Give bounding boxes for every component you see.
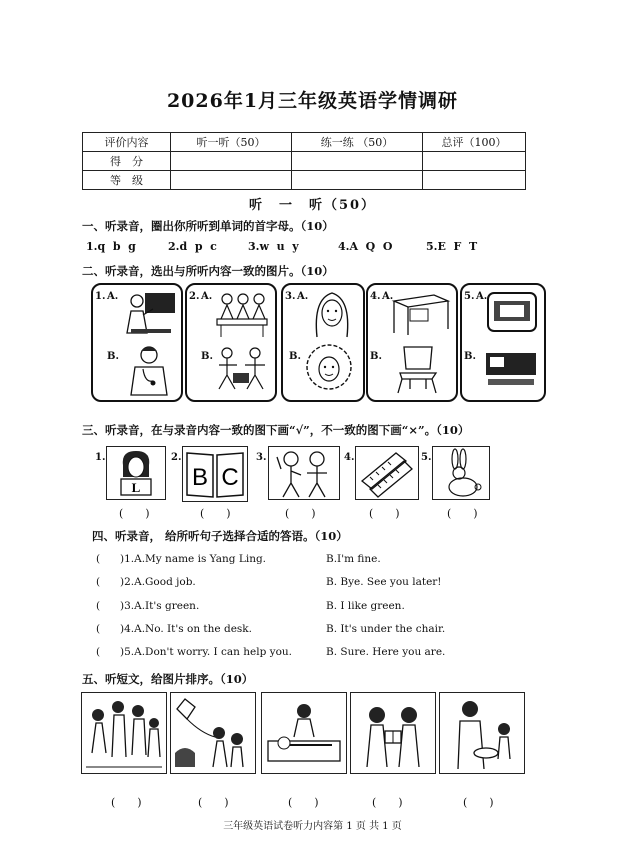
table-row bbox=[83, 152, 526, 171]
table-header: 听一听（50） bbox=[171, 133, 292, 152]
section3-picture-1 bbox=[106, 446, 166, 500]
score-table bbox=[82, 132, 526, 190]
kite-flying-icon bbox=[171, 693, 255, 773]
section3-picture-4 bbox=[355, 446, 419, 500]
section1-title: 一、听录音，圈出你所听到单词的首字母。（10） bbox=[82, 219, 334, 233]
option-b[interactable]: B. Bye. See you later! bbox=[326, 576, 442, 588]
section4-row bbox=[96, 553, 381, 565]
option-a[interactable]: )2.A.Good job. bbox=[120, 576, 196, 588]
question-number: 2. bbox=[189, 291, 200, 302]
option-a-label: A. bbox=[297, 291, 309, 302]
section2-option-box-1[interactable] bbox=[91, 283, 183, 402]
table-cell[interactable] bbox=[292, 152, 423, 171]
answer-paren-open[interactable]: ( bbox=[96, 600, 101, 612]
question-number: 4. bbox=[344, 452, 355, 463]
table-header: 总评（100） bbox=[423, 133, 526, 152]
answer-paren[interactable]: ( ) bbox=[111, 796, 142, 809]
section2-title: 二、听录音，选出与所听内容一致的图片。（10） bbox=[82, 264, 334, 278]
option-a-label: A. bbox=[382, 291, 394, 302]
section1-item[interactable]: 4.A Q O bbox=[338, 240, 393, 253]
section5-title: 五、听短文，给图片排序。（10） bbox=[82, 672, 254, 686]
sick-in-bed-icon bbox=[262, 693, 346, 773]
answer-paren[interactable]: ( ) bbox=[372, 796, 403, 809]
table-cell[interactable] bbox=[171, 171, 292, 190]
section4-row bbox=[96, 623, 446, 635]
section3-picture-2 bbox=[182, 446, 248, 502]
table-cell: 得 分 bbox=[83, 152, 171, 171]
table-cell[interactable] bbox=[171, 152, 292, 171]
answer-paren-open[interactable]: ( bbox=[96, 576, 101, 588]
section5-picture-5 bbox=[439, 692, 525, 774]
classroom-kids-icon bbox=[213, 289, 271, 339]
option-b-label: B. bbox=[464, 351, 476, 362]
badge-letter: L bbox=[131, 480, 141, 495]
rulers-icon bbox=[356, 447, 418, 499]
window-icon bbox=[484, 289, 540, 335]
rabbit-icon bbox=[433, 447, 489, 499]
option-b-label: B. bbox=[107, 351, 119, 362]
section4-title: 四、听录音， 给所听句子选择合适的答语。（10） bbox=[92, 529, 348, 543]
section3-title: 三、听录音，在与录音内容一致的图下画“√”，不一致的图下画“×”。（10） bbox=[82, 423, 470, 437]
table-cell[interactable] bbox=[423, 171, 526, 190]
table-header-row bbox=[83, 133, 526, 152]
option-b-label: B. bbox=[201, 351, 213, 362]
option-b-label: B. bbox=[289, 351, 301, 362]
table-row bbox=[83, 171, 526, 190]
doctor-icon bbox=[123, 343, 175, 397]
section2-option-box-3[interactable] bbox=[281, 283, 365, 402]
answer-paren[interactable]: ( ) bbox=[447, 507, 478, 520]
answer-paren-open[interactable]: ( bbox=[96, 553, 101, 565]
question-number: 5. bbox=[464, 291, 475, 302]
question-number: 1. bbox=[95, 291, 106, 302]
answer-paren-open[interactable]: ( bbox=[96, 623, 101, 635]
cooking-icon bbox=[440, 693, 524, 773]
section2-option-box-5[interactable] bbox=[460, 283, 546, 402]
option-a[interactable]: )1.A.My name is Yang Ling. bbox=[120, 553, 267, 565]
section5-picture-3 bbox=[261, 692, 347, 774]
option-a-label: A. bbox=[476, 291, 488, 302]
section2-option-box-4[interactable] bbox=[366, 283, 458, 402]
section4-row bbox=[96, 576, 442, 588]
question-number: 4. bbox=[370, 291, 381, 302]
teacher-at-board-icon bbox=[123, 289, 177, 339]
card-letter: C bbox=[221, 464, 239, 491]
section5-picture-4 bbox=[350, 692, 436, 774]
option-a[interactable]: )5.A.Don't worry. I can help you. bbox=[120, 646, 293, 658]
answer-paren[interactable]: ( ) bbox=[369, 507, 400, 520]
blackboard-icon bbox=[482, 343, 540, 393]
giving-gift-icon bbox=[351, 693, 435, 773]
kids-playing-icon bbox=[213, 343, 271, 395]
option-b-label: B. bbox=[370, 351, 382, 362]
question-number: 5. bbox=[421, 452, 432, 463]
answer-paren[interactable]: ( ) bbox=[198, 796, 229, 809]
answer-paren-open[interactable]: ( bbox=[96, 646, 101, 658]
answer-paren[interactable]: ( ) bbox=[285, 507, 316, 520]
table-cell: 等 级 bbox=[83, 171, 171, 190]
straight-hair-girl-icon bbox=[307, 289, 357, 339]
section1-item[interactable]: 3.w u y bbox=[248, 240, 299, 253]
question-number: 3. bbox=[285, 291, 296, 302]
option-a-label: A. bbox=[201, 291, 213, 302]
card-letter: B bbox=[191, 464, 209, 491]
desk-icon bbox=[390, 291, 452, 337]
table-header: 练一练 （50） bbox=[292, 133, 423, 152]
option-a[interactable]: )3.A.It's green. bbox=[120, 600, 200, 612]
section4-row bbox=[96, 600, 405, 612]
option-b[interactable]: B. It's under the chair. bbox=[326, 623, 446, 635]
option-b[interactable]: B. I like green. bbox=[326, 600, 405, 612]
family-group-icon bbox=[82, 693, 166, 773]
answer-paren[interactable]: ( ) bbox=[119, 507, 150, 520]
letter-book-icon bbox=[183, 447, 247, 501]
girl-with-letter-card-icon bbox=[107, 447, 165, 499]
section1-item[interactable]: 5.E F T bbox=[426, 240, 478, 253]
answer-paren[interactable]: ( ) bbox=[200, 507, 231, 520]
section4-row bbox=[96, 646, 446, 658]
section5-picture-2 bbox=[170, 692, 256, 774]
option-a-label: A. bbox=[107, 291, 119, 302]
option-b[interactable]: B. Sure. Here you are. bbox=[326, 646, 446, 658]
chair-icon bbox=[392, 343, 442, 395]
table-cell[interactable] bbox=[423, 152, 526, 171]
table-header: 评价内容 bbox=[83, 133, 171, 152]
section3-picture-5 bbox=[432, 446, 490, 500]
page-title: 2026年1月三年级英语学情调研 bbox=[166, 90, 459, 112]
section1-item[interactable]: 2.d p c bbox=[168, 240, 217, 253]
two-kids-waving-icon bbox=[269, 447, 339, 499]
question-number: 1. bbox=[95, 452, 106, 463]
option-b[interactable]: B.I'm fine. bbox=[326, 553, 381, 565]
section2-option-box-2[interactable] bbox=[185, 283, 277, 402]
answer-paren[interactable]: ( ) bbox=[288, 796, 319, 809]
section5-picture-1 bbox=[81, 692, 167, 774]
answer-paren[interactable]: ( ) bbox=[463, 796, 494, 809]
table-cell[interactable] bbox=[292, 171, 423, 190]
section1-item[interactable]: 1.q b g bbox=[86, 240, 136, 253]
curly-hair-girl-icon bbox=[301, 341, 357, 397]
section3-picture-3 bbox=[268, 446, 340, 500]
listening-heading: 听 一 听（50） bbox=[248, 198, 377, 213]
question-number: 2. bbox=[171, 452, 182, 463]
option-a[interactable]: )4.A.No. It's on the desk. bbox=[120, 623, 252, 635]
page-footer: 三年级英语试卷听力内容第 1 页 共 1 页 bbox=[223, 821, 402, 832]
question-number: 3. bbox=[256, 452, 267, 463]
